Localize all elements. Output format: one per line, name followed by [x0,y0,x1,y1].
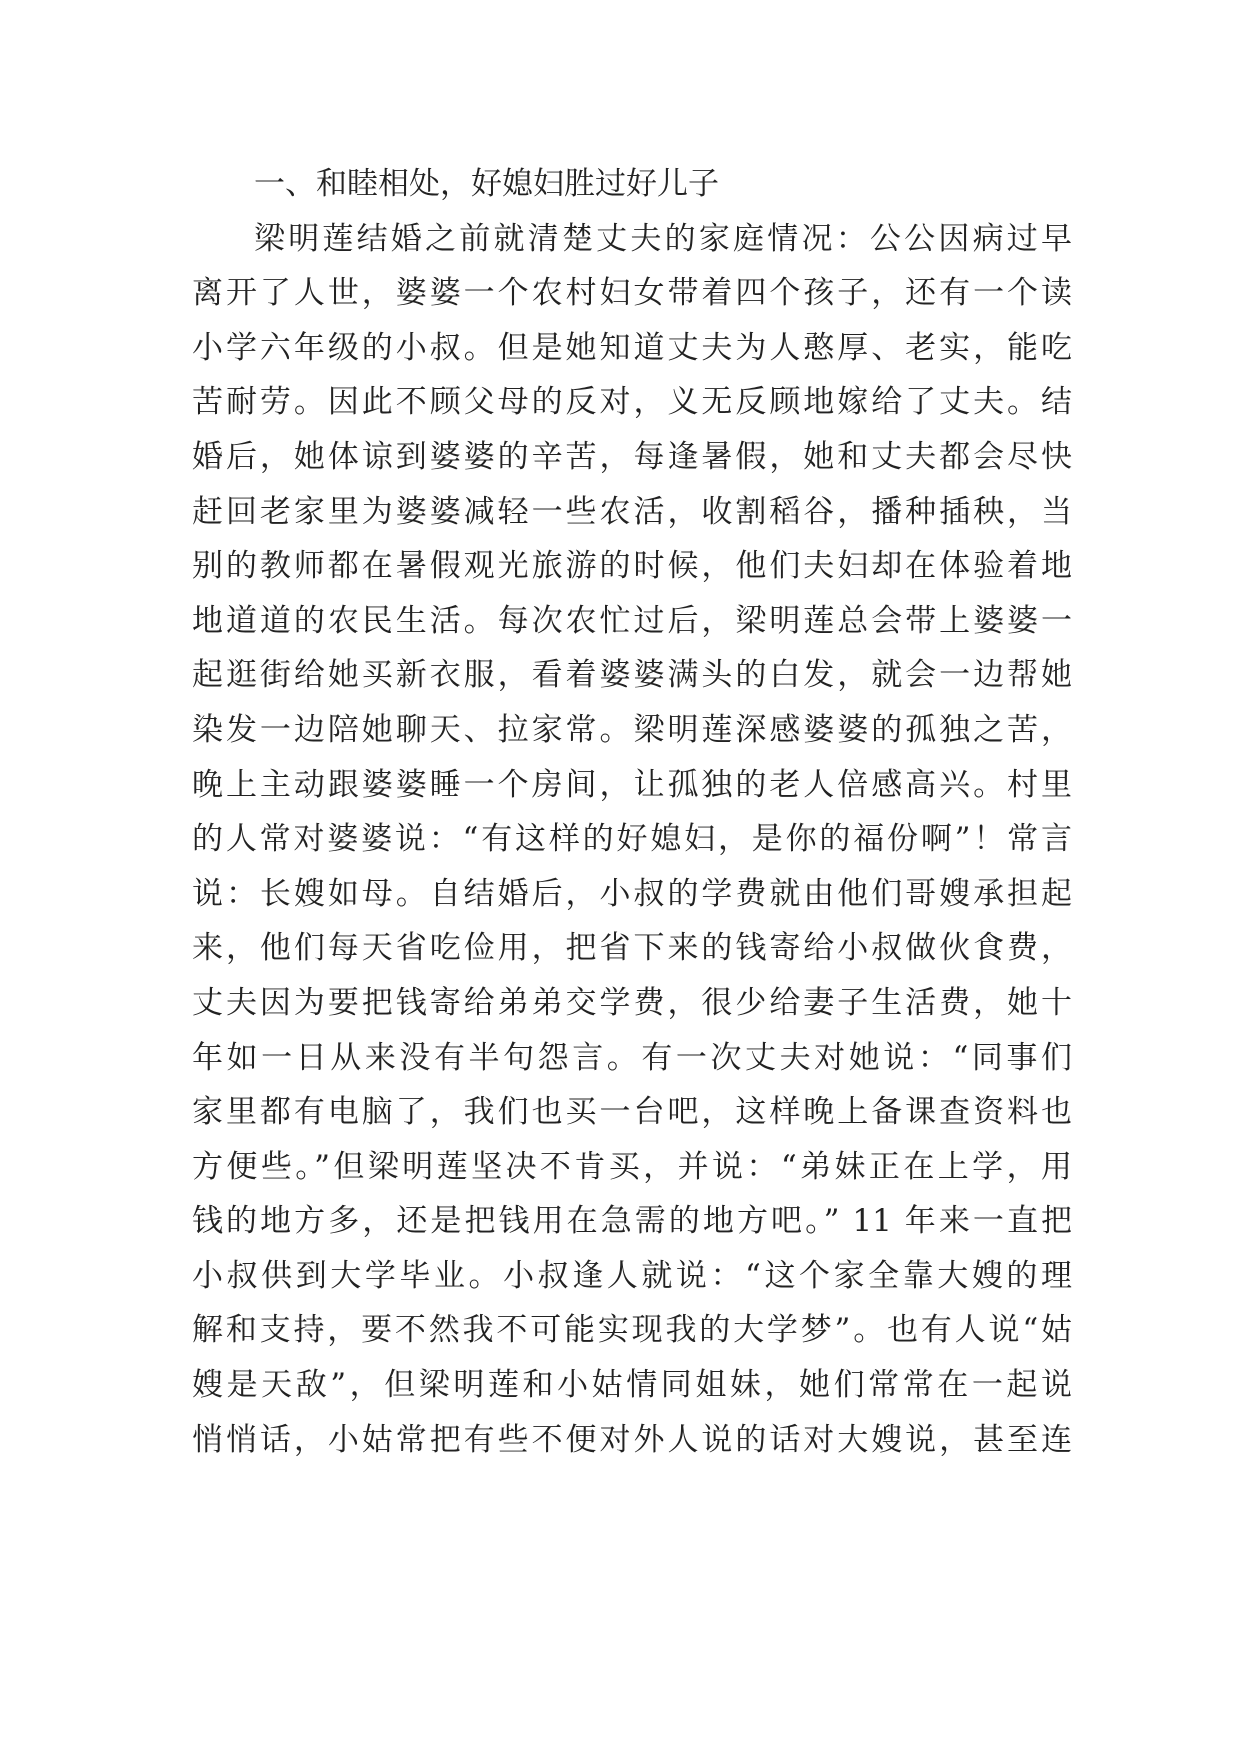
paragraph-line: 嫂是天敌”，但梁明莲和小姑情同姐妹，她们常常在一起说 [192,1367,1072,1404]
paragraph-line: 赶回老家里为婆婆减轻一些农活，收割稻谷，播种插秧，当 [192,493,1072,530]
paragraph-line: 离开了人世，婆婆一个农村妇女带着四个孩子，还有一个读 [192,275,1072,312]
paragraph-line: 婚后，她体谅到婆婆的辛苦，每逢暑假，她和丈夫都会尽快 [192,438,1072,475]
paragraph-line: 悄悄话，小姑常把有些不便对外人说的话对大嫂说，甚至连 [192,1421,1072,1458]
paragraph-line: 梁明莲结婚之前就清楚丈夫的家庭情况：公公因病过早 [254,220,1072,257]
document-body [192,157,1072,1467]
paragraph-line: 来，他们每天省吃俭用，把省下来的钱寄给小叔做伙食费， [192,930,1072,967]
paragraph-line: 丈夫因为要把钱寄给弟弟交学费，很少给妻子生活费，她十 [192,984,1072,1021]
paragraph-line: 别的教师都在暑假观光旅游的时候，他们夫妇却在体验着地 [192,548,1072,585]
paragraph-line: 苦耐劳。因此不顾父母的反对，义无反顾地嫁给了丈夫。结 [192,384,1072,421]
section-heading: 一、和睦相处，好媳妇胜过好儿子 [254,166,719,202]
paragraph-line: 起逛街给她买新衣服，看着婆婆满头的白发，就会一边帮她 [192,657,1072,694]
paragraph-line: 地道道的农民生活。每次农忙过后，梁明莲总会带上婆婆一 [192,602,1072,639]
paragraph-line: 小学六年级的小叔。但是她知道丈夫为人憨厚、老实，能吃 [192,329,1072,366]
paragraph-line: 家里都有电脑了，我们也买一台吧，这样晚上备课查资料也 [192,1094,1072,1131]
paragraph-line: 小叔供到大学毕业。小叔逢人就说：“这个家全靠大嫂的理 [192,1257,1072,1294]
paragraph-line: 年如一日从来没有半句怨言。有一次丈夫对她说：“同事们 [192,1039,1072,1076]
paragraph-line: 解和支持，要不然我不可能实现我的大学梦”。也有人说“姑 [192,1312,1072,1349]
paragraph-line: 方便些。”但梁明莲坚决不肯买，并说：“弟妹正在上学，用 [192,1148,1072,1185]
paragraph-line: 说：长嫂如母。自结婚后，小叔的学费就由他们哥嫂承担起 [192,875,1072,912]
paragraph-line: 的人常对婆婆说：“有这样的好媳妇，是你的福份啊”！常言 [192,821,1072,858]
paragraph-line: 晚上主动跟婆婆睡一个房间，让孤独的老人倍感高兴。村里 [192,766,1072,803]
paragraph-line: 染发一边陪她聊天、拉家常。梁明莲深感婆婆的孤独之苦， [192,711,1072,748]
paragraph-line: 钱的地方多，还是把钱用在急需的地方吧。” 11 年来一直把 [192,1203,1072,1240]
